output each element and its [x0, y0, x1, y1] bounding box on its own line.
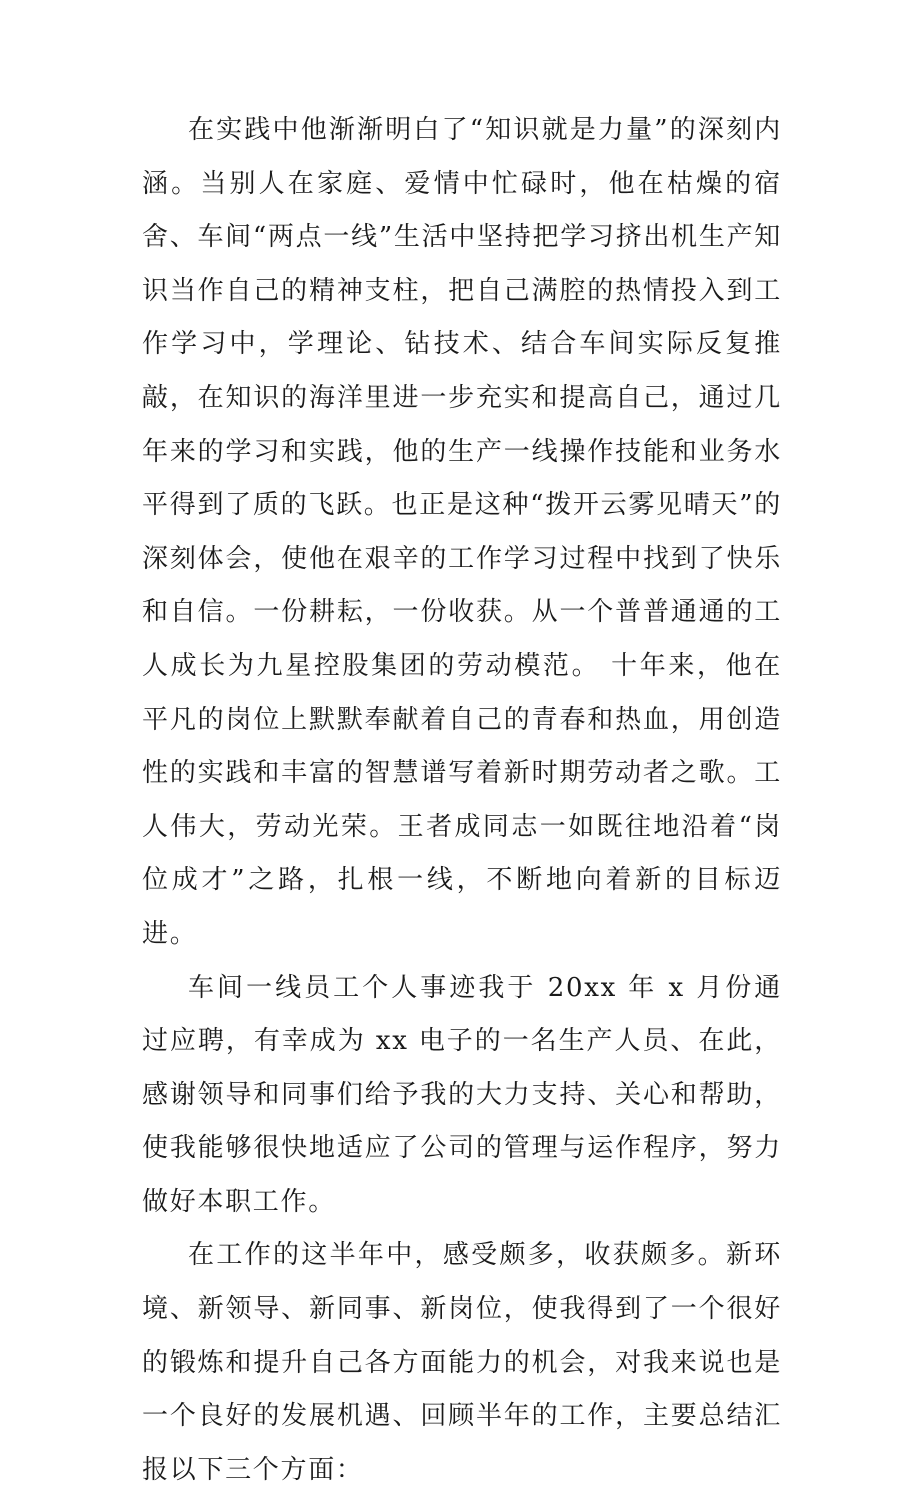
- document-body: [142, 104, 782, 1497]
- paragraph-3: 在工作的这半年中，感受颇多，收获颇多。新环境、新领导、新同事、新岗位，使我得到了一个很好的锻炼和提升自己各方面能力的机会，对我来说也是一个良好的发展机遇、回顾半年的工作，主要总结汇报以下三个方面：: [142, 1240, 782, 1485]
- paragraph-1: 在实践中他渐渐明白了“知识就是力量”的深刻内涵。当别人在家庭、爱情中忙碌时，他在枯燥的宿舍、车间“两点一线”生活中坚持把学习挤出机生产知识当作自己的精神支柱，把自己满腔的热情投入到工作学习中，学理论、钻技术、结合车间实际反复推敲，在知识的海洋里进一步充实和提高自己，通过几年来的学习和实践，他的生产一线操作技能和业务水平得到了质的飞跃。也正是这种“拨开云雾见晴天”的深刻体会，使他在艰辛的工作学习过程中找到了快乐和自信。一份耕耘，一份收获。从一个普普通通的工人成长为九星控股集团的劳动模范。 十年来，他在平凡的岗位上默默奉献着自己的青春和热血，用创造性的实践和丰富的智慧谱写着新时期劳动者之歌。工人伟大，劳动光荣。王者成同志一如既往地沿着“岗位成才”之路，扎根一线，不断地向着新的目标迈进。: [142, 115, 782, 949]
- paragraph-2: 车间一线员工个人事迹我于 20xx 年 x 月份通过应聘，有幸成为 xx 电子的一名生产人员、在此，感谢领导和同事们给予我的大力支持、关心和帮助，使我能够很快地适应了公司的管理与运作程序，努力做好本职工作。: [142, 972, 782, 1217]
